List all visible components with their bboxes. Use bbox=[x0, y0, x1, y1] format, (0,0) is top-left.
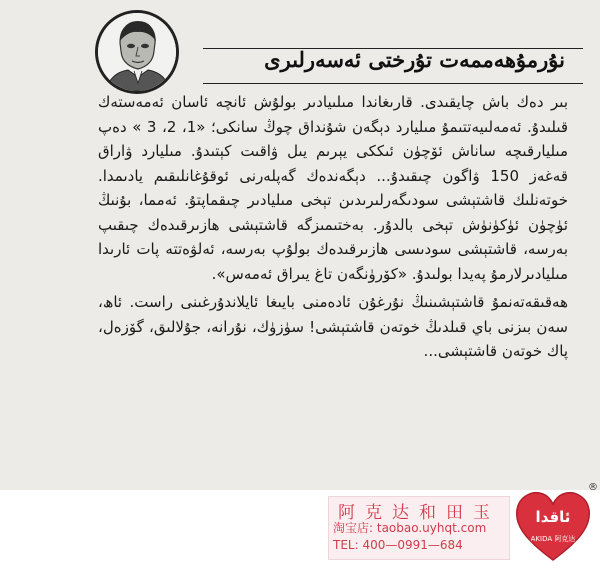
svg-text:ئاقدا: ئاقدا bbox=[535, 508, 571, 526]
shop-phone: TEL: 400—0991—684 bbox=[333, 538, 463, 552]
watermark-footer bbox=[0, 490, 600, 568]
title-band bbox=[203, 48, 583, 84]
author-portrait bbox=[95, 10, 179, 94]
page-header bbox=[95, 10, 595, 85]
shop-name: 阿克达和田玉 bbox=[338, 503, 500, 523]
shop-url: 淘宝店: taobao.uyhqt.com bbox=[333, 521, 487, 535]
paragraph-2: ھەقىقەتەنمۇ قاشتېشىنىڭ نۇرغۇن ئادەمنى بايىغا ئايلاندۇرغىنى راست. ئاھ، سەن بىزنى باي قىلدىڭ خوتەن قاشتېشى! سۈزۈك، نۇرانە، جۇلالىق، گۆزەل، پاك خوتەن قاشتېشى... bbox=[98, 293, 568, 360]
article-body bbox=[98, 90, 568, 364]
svg-text:AKIDA 阿克达: AKIDA 阿克达 bbox=[530, 535, 576, 543]
paragraph-1: بىر دەك باش چايقىدى. قارىغاندا مىلىيادىر بولۇش ئانچە ئاسان ئەمەستەك قىلىدۇ. ئەمەلىيەتتىمۇ مىليارد دېگەن شۇنداق چوڭ سانكى؛ «1، 2، 3 » دەپ مىليارقىچە ساناش ئۆچۈن ئىككى يېرىم يىل ۋاقىت كېتىدۇ. مىليارد ۋاراق قەغەز 150 ۋاگون چىقىدۇ... دېگەندەك گەپلەرنى ئوقۇغانلىقىم يادىمدا. خوتەنلىك قاشتېشى سودىگەرلىرىدىن تېخى مىليادىر چىقماپتۇ. ئەمما، بۇنىڭ ئۈچۈن ئۈكۈنۈش تېخى بالدۇر. بەختىمىزگە قاشتېشى ھازىرقىدەك چىقىپ بەرسە، قاشتېشى سودىسى ھازىرقىدەك بولۇپ بەرسە، ئەلۋەتتە پات ئارىدا مىليادىرلارمۇ پەيدا بولىدۇ. «كۆرۈنگەن تاغ يىراق ئەمەس». bbox=[98, 93, 569, 283]
shop-banner bbox=[328, 496, 510, 560]
registered-mark: ® bbox=[588, 482, 598, 493]
akida-heart-logo-icon bbox=[513, 486, 593, 564]
book-series-title: نۇرمۇھەممەت تۇرختى ئەسەرلىرى bbox=[264, 47, 565, 72]
